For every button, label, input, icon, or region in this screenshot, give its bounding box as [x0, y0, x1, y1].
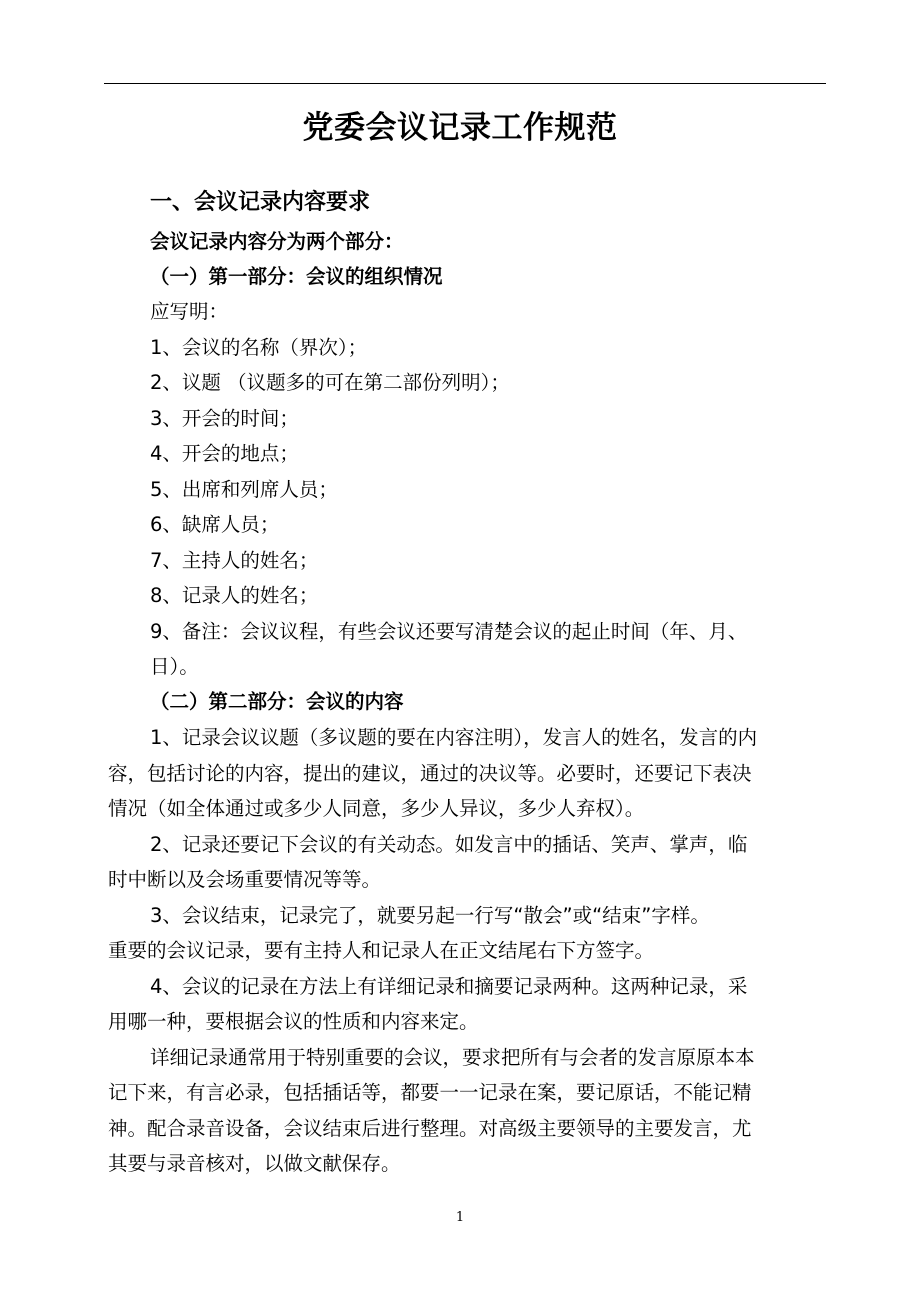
- intro-text: 会议记录内容分为两个部分：: [150, 230, 404, 253]
- list-item: 8、记录人的姓名；: [150, 584, 319, 607]
- list-item: 1、会议的名称（界次）；: [150, 336, 368, 359]
- page-number: 1: [455, 1210, 465, 1225]
- list-item: 5、出席和列席人员；: [150, 478, 338, 501]
- paragraph-line: 3、会议结束，记录完了，就要另起一行写“散会”或“结束”字样。: [150, 904, 710, 927]
- section-heading: 一、会议记录内容要求: [150, 190, 371, 215]
- list-item: 6、缺席人员；: [150, 513, 280, 536]
- paragraph-line: 2、记录还要记下会议的有关动态。如发言中的插话、笑声、掌声，临: [150, 833, 748, 856]
- header-rule: [104, 83, 826, 84]
- paragraph-line: 容，包括讨论的内容，提出的建议，通过的决议等。必要时，还要记下表决: [108, 762, 752, 785]
- list-item-continuation: 日）。: [150, 655, 199, 678]
- paragraph-line: 详细记录通常用于特别重要的会议，要求把所有与会者的发言原原本本: [150, 1046, 755, 1069]
- document-title: 党委会议记录工作规范: [302, 110, 618, 146]
- paragraph-line: 其要与录音核对，以做文献保存。: [108, 1152, 401, 1175]
- paragraph-line: 用哪一种，要根据会议的性质和内容来定。: [108, 1010, 479, 1033]
- should-state-label: 应写明：: [150, 300, 229, 323]
- paragraph-line: 神。配合录音设备，会议结束后进行整理。对高级主要领导的主要发言，尤: [108, 1117, 752, 1140]
- paragraph-line: 重要的会议记录，要有主持人和记录人在正文结尾右下方签字。: [108, 939, 655, 962]
- paragraph-line: 4、会议的记录在方法上有详细记录和摘要记录两种。这两种记录，采: [150, 975, 748, 998]
- list-item: 3、开会的时间；: [150, 407, 299, 430]
- list-item: 7、主持人的姓名；: [150, 549, 319, 572]
- part2-heading: （二）第二部分：会议的内容: [150, 690, 404, 713]
- list-item: 4、开会的地点；: [150, 442, 299, 465]
- paragraph-line: 情况（如全体通过或多少人同意，多少人异议，多少人弃权）。: [108, 797, 645, 820]
- paragraph-line: 1、记录会议议题（多议题的要在内容注明），发言人的姓名，发言的内: [150, 726, 758, 749]
- paragraph-line: 时中断以及会场重要情况等等。: [108, 868, 382, 891]
- paragraph-line: 记下来，有言必录，包括插话等，都要一一记录在案，要记原话，不能记精: [108, 1081, 752, 1104]
- part1-heading: （一）第一部分：会议的组织情况: [150, 265, 443, 288]
- list-item: 2、议题 （议题多的可在第二部份列明）；: [150, 371, 510, 394]
- list-item: 9、备注：会议议程，有些会议还要写清楚会议的起止时间（年、月、: [150, 620, 748, 643]
